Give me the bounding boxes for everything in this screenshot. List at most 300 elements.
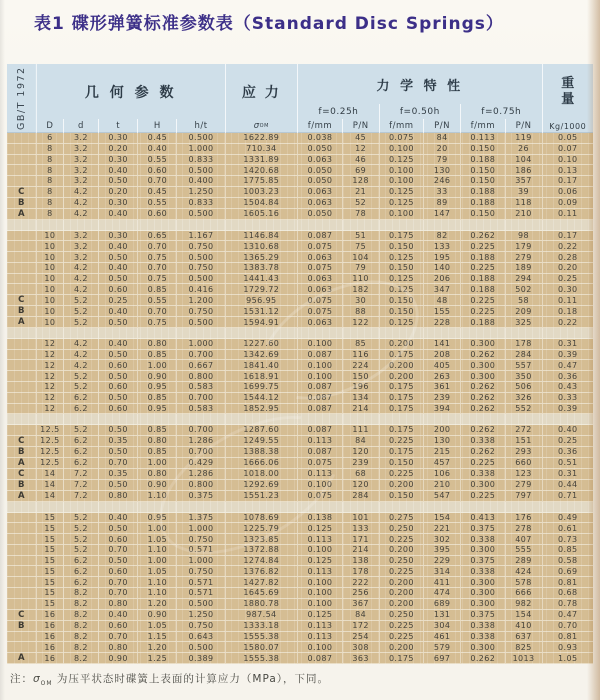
value-cell: 710.34 (226, 144, 299, 154)
value-cell: 0.100 (380, 176, 425, 186)
value-cell: 172 (343, 621, 380, 631)
value-cell: 0.25 (99, 295, 138, 305)
value-cell: 0.750 (177, 621, 225, 631)
value-cell: 133 (424, 241, 461, 251)
table-body (7, 133, 593, 664)
value-cell: 10 (37, 306, 64, 316)
value-cell: 195 (424, 252, 461, 262)
value-cell: 10 (37, 295, 64, 305)
value-cell: 0.40 (558, 425, 578, 435)
value-cell: 5.2 (64, 317, 99, 327)
table-row (7, 436, 593, 447)
value-cell: 0.338 (461, 436, 506, 446)
value-cell: 1333.18 (226, 621, 299, 631)
value-cell: 0.200 (380, 480, 425, 490)
value-cell (298, 502, 343, 512)
series-label-cell: B (7, 198, 37, 208)
value-cell: 84 (343, 436, 380, 446)
value-cell: 0.125 (298, 556, 343, 566)
value-cell: 1383.78 (226, 263, 299, 273)
footnote (10, 671, 329, 687)
value-cell (138, 328, 177, 338)
value-cell: 0.150 (461, 209, 506, 219)
table-row (7, 231, 593, 242)
value-cell: 0.200 (380, 577, 425, 587)
value-cell: 189 (506, 263, 543, 273)
value-cell: 1.00 (138, 523, 177, 533)
value-cell: 0.90 (99, 653, 138, 663)
value-cell: 1880.78 (226, 599, 299, 609)
value-cell: 1420.68 (226, 165, 299, 175)
value-cell: 1225.79 (226, 523, 299, 533)
value-cell: 256 (343, 588, 380, 598)
table-row (7, 371, 593, 382)
value-cell: 6.2 (64, 556, 99, 566)
value-cell: 1618.91 (226, 371, 299, 381)
value-cell (177, 414, 225, 424)
value-cell: 209 (506, 306, 543, 316)
value-cell: 0.100 (298, 588, 343, 598)
value-cell: 0.113 (298, 469, 343, 479)
value-cell: 178 (506, 339, 543, 349)
value-cell: 6.2 (64, 566, 99, 576)
value-cell: 1388.38 (226, 447, 299, 457)
value-cell: 88 (343, 306, 380, 316)
value-cell: 10 (37, 252, 64, 262)
value-cell: 0.75 (138, 252, 177, 262)
value-cell: 6.2 (64, 458, 99, 468)
value-cell: 15 (37, 545, 64, 555)
value-cell: 0.188 (461, 155, 506, 165)
column-header-p-n-1: P/N (343, 119, 380, 133)
value-cell: 0.100 (298, 339, 343, 349)
value-cell (461, 328, 506, 338)
value-cell: 0.400 (177, 176, 225, 186)
series-label-cell: A (7, 653, 37, 663)
value-cell: 0.800 (177, 371, 225, 381)
value-cell: 1841.40 (226, 360, 299, 370)
value-cell: 302 (424, 534, 461, 544)
series-label-cell (7, 523, 37, 533)
value-cell (424, 220, 461, 230)
series-label-cell (7, 263, 37, 273)
value-cell: 228 (424, 317, 461, 327)
value-cell: 120 (343, 480, 380, 490)
value-cell: 263 (424, 371, 461, 381)
value-cell: 0.300 (461, 371, 506, 381)
value-cell: 0.375 (177, 491, 225, 501)
value-cell: 0.075 (380, 133, 425, 143)
value-cell: 0.50 (99, 252, 138, 262)
value-cell: 3.2 (64, 155, 99, 165)
value-cell: 0.250 (380, 556, 425, 566)
value-cell: 0.70 (99, 577, 138, 587)
value-cell: 222 (343, 577, 380, 587)
value-cell: 1.20 (138, 642, 177, 652)
value-cell (226, 220, 299, 230)
value-cell: 0.063 (298, 198, 343, 208)
value-cell: 21 (343, 187, 380, 197)
value-cell: 0.60 (138, 165, 177, 175)
table-row (7, 577, 593, 588)
value-cell: 15 (37, 534, 64, 544)
value-cell: 0.225 (380, 436, 425, 446)
value-cell: 410 (506, 621, 543, 631)
table-row (7, 621, 593, 632)
value-cell: 0.81 (558, 631, 578, 641)
value-cell: 0.150 (461, 144, 506, 154)
table-row (7, 545, 593, 556)
value-cell: 6 (37, 133, 64, 143)
value-cell: 0.833 (177, 198, 225, 208)
value-cell: 0.700 (177, 447, 225, 457)
value-cell: 8 (37, 165, 64, 175)
value-cell: 547 (424, 491, 461, 501)
value-cell: 84 (424, 133, 461, 143)
value-cell: 122 (343, 317, 380, 327)
series-label-cell (7, 545, 37, 555)
value-cell: 1.375 (177, 513, 225, 523)
value-cell: 1.000 (177, 556, 225, 566)
value-cell: 0.075 (298, 458, 343, 468)
value-cell (226, 414, 299, 424)
value-cell: 424 (506, 566, 543, 576)
value-cell: 154 (424, 513, 461, 523)
table-row (7, 317, 593, 328)
value-cell: 3.2 (64, 165, 99, 175)
value-cell: 0.583 (177, 404, 225, 414)
value-cell: 0.31 (558, 469, 578, 479)
footnote-prefix: 注： (10, 673, 33, 685)
value-cell: 0.100 (298, 599, 343, 609)
value-cell: 0.125 (380, 252, 425, 262)
value-cell: 0.58 (558, 556, 578, 566)
value-cell: 0.262 (461, 447, 506, 457)
value-cell (543, 414, 594, 424)
value-cell (226, 502, 299, 512)
table-row (7, 642, 593, 653)
value-cell: 0.125 (380, 317, 425, 327)
value-cell: 10 (37, 231, 64, 241)
series-label-cell (7, 588, 37, 598)
value-cell: 637 (506, 632, 543, 642)
value-cell: 0.70 (138, 241, 177, 251)
value-cell: 79 (343, 263, 380, 273)
value-cell: 0.413 (461, 513, 506, 523)
value-cell: 1.05 (138, 534, 177, 544)
value-cell: 8 (37, 144, 64, 154)
value-cell: 1555.38 (226, 653, 299, 663)
value-cell: 118 (506, 198, 543, 208)
value-cell: 10 (37, 241, 64, 251)
value-cell: 239 (424, 393, 461, 403)
value-cell: 0.300 (461, 339, 506, 349)
value-cell: 0.55 (138, 198, 177, 208)
value-cell: 367 (343, 599, 380, 609)
value-cell: 1227.60 (226, 339, 299, 349)
value-cell: 224 (343, 360, 380, 370)
value-cell: 0.038 (298, 133, 343, 143)
value-cell: 0.30 (99, 133, 138, 143)
value-cell: 215 (424, 447, 461, 457)
value-cell: 12 (37, 382, 64, 392)
value-cell: 0.188 (461, 274, 506, 284)
value-cell: 26 (506, 144, 543, 154)
value-cell: 0.95 (138, 404, 177, 414)
value-cell: 8.2 (64, 621, 99, 631)
deflection-header-050h: f=0.50h (380, 104, 461, 119)
value-cell: 0.51 (558, 458, 578, 468)
value-cell: 5.2 (64, 306, 99, 316)
value-cell: 0.45 (138, 187, 177, 197)
value-cell (64, 502, 99, 512)
value-cell: 4.2 (64, 187, 99, 197)
series-label-cell (7, 556, 37, 566)
value-cell: 502 (506, 284, 543, 294)
value-cell: 0.262 (461, 382, 506, 392)
value-cell: 1544.12 (226, 393, 299, 403)
value-cell (543, 220, 594, 230)
value-cell: 12 (37, 339, 64, 349)
value-cell: 200 (424, 425, 461, 435)
value-cell: 411 (424, 577, 461, 587)
value-cell: 0.100 (380, 165, 425, 175)
series-label-cell (7, 414, 37, 424)
value-cell: 12 (37, 360, 64, 370)
value-cell: 1.167 (177, 231, 225, 241)
value-cell: 0.200 (380, 360, 425, 370)
value-cell: 1441.43 (226, 274, 299, 284)
value-cell: 395 (424, 545, 461, 555)
value-cell: 0.07 (558, 144, 578, 154)
value-cell: 1531.12 (226, 306, 299, 316)
table-row (7, 165, 593, 176)
table-row (7, 480, 593, 491)
series-label-cell: C (7, 610, 37, 620)
value-cell: 138 (343, 556, 380, 566)
value-cell: 0.125 (380, 187, 425, 197)
value-cell: 210 (506, 209, 543, 219)
value-cell: 0.28 (558, 252, 578, 262)
value-cell: 79 (424, 155, 461, 165)
value-cell: 140 (424, 263, 461, 273)
value-cell: 3.2 (64, 144, 99, 154)
value-cell: 150 (343, 371, 380, 381)
value-cell: 0.150 (380, 241, 425, 251)
value-cell: 0.22 (558, 317, 578, 327)
table-row (7, 566, 593, 577)
series-label-cell (7, 371, 37, 381)
value-cell (424, 502, 461, 512)
series-label-cell (7, 513, 37, 523)
value-cell: 1699.75 (226, 382, 299, 392)
value-cell: 6.2 (64, 447, 99, 457)
value-cell: 85 (343, 339, 380, 349)
value-cell: 3.2 (64, 133, 99, 143)
series-label-cell: A (7, 458, 37, 468)
standard-ref-vertical-label: GB/T 1972 (7, 64, 37, 133)
value-cell (99, 220, 138, 230)
value-cell: 1372.88 (226, 545, 299, 555)
value-cell: 660 (506, 458, 543, 468)
value-cell: 0.262 (461, 350, 506, 360)
value-cell: 1.10 (138, 588, 177, 598)
value-cell: 0.39 (558, 350, 578, 360)
value-cell: 0.225 (461, 491, 506, 501)
value-cell: 0.087 (298, 393, 343, 403)
value-cell: 0.200 (380, 642, 425, 652)
value-cell: 0.225 (380, 632, 425, 642)
value-cell: 3.2 (64, 252, 99, 262)
value-cell (506, 414, 543, 424)
series-label-cell (7, 599, 37, 609)
value-cell: 1323.85 (226, 534, 299, 544)
series-label-cell (7, 382, 37, 392)
value-cell: 0.200 (380, 371, 425, 381)
table-row (7, 513, 593, 524)
value-cell (37, 220, 64, 230)
value-cell: 0.40 (138, 144, 177, 154)
table-row (7, 187, 593, 198)
value-cell: 0.85 (138, 350, 177, 360)
value-cell (37, 502, 64, 512)
table-row (7, 523, 593, 534)
value-cell: 5.2 (64, 295, 99, 305)
value-cell: 0.175 (380, 425, 425, 435)
table-row (7, 458, 593, 469)
series-label-cell (7, 339, 37, 349)
value-cell: 1.20 (138, 599, 177, 609)
value-cell: 0.050 (298, 165, 343, 175)
value-cell: 16 (37, 621, 64, 631)
value-cell: 8.2 (64, 599, 99, 609)
series-label-cell: C (7, 187, 37, 197)
value-cell: 0.50 (99, 317, 138, 327)
series-label-cell (7, 577, 37, 587)
value-cell: 0.175 (380, 393, 425, 403)
value-cell: 0.10 (558, 154, 578, 164)
table-row (7, 263, 593, 274)
value-cell: 0.338 (461, 621, 506, 631)
value-cell: 308 (343, 642, 380, 652)
value-cell: 0.200 (380, 599, 425, 609)
value-cell: 1249.55 (226, 436, 299, 446)
value-cell: 0.250 (380, 523, 425, 533)
deflection-header-025h: f=0.25h (298, 104, 379, 119)
table-row (7, 350, 593, 361)
value-cell: 1331.89 (226, 155, 299, 165)
value-cell: 0.70 (99, 632, 138, 642)
value-cell: 0.11 (558, 295, 578, 305)
value-cell (424, 414, 461, 424)
value-cell: 0.150 (380, 491, 425, 501)
value-cell: 350 (506, 371, 543, 381)
value-cell (99, 328, 138, 338)
value-cell: 0.71 (558, 491, 578, 501)
value-cell: 8.2 (64, 610, 99, 620)
value-cell: 0.800 (177, 480, 225, 490)
series-label-cell (7, 274, 37, 284)
value-cell: 12 (343, 144, 380, 154)
value-cell: 52 (343, 198, 380, 208)
value-cell: 0.262 (461, 425, 506, 435)
value-cell: 0.100 (298, 371, 343, 381)
column-header-weight-unit: Kg/1000 (549, 121, 587, 131)
value-cell: 1427.82 (226, 577, 299, 587)
column-header-t: t (99, 119, 138, 133)
value-cell: 1287.60 (226, 425, 299, 435)
value-cell: 4.2 (64, 284, 99, 294)
column-header-h-t: h/t (177, 119, 225, 133)
value-cell: 20 (424, 144, 461, 154)
value-cell: 14 (37, 491, 64, 501)
value-cell: 8 (37, 187, 64, 197)
value-cell: 289 (506, 556, 543, 566)
value-cell: 0.113 (298, 534, 343, 544)
value-cell: 0.050 (298, 176, 343, 186)
value-cell: 4.2 (64, 263, 99, 273)
value-cell: 239 (343, 458, 380, 468)
value-cell: 0.750 (177, 566, 225, 576)
value-cell: 116 (343, 350, 380, 360)
value-cell: 16 (37, 642, 64, 652)
series-label-cell: B (7, 480, 37, 490)
value-cell: 210 (424, 480, 461, 490)
footnote-sigma-symbol: σ (33, 673, 41, 685)
value-cell: 1365.29 (226, 252, 299, 262)
value-cell: 0.075 (298, 295, 343, 305)
value-cell (99, 414, 138, 424)
value-cell: 1622.89 (226, 133, 299, 143)
value-cell: 154 (506, 610, 543, 620)
page-title: 表1 碟形弹簧标准参数表（Standard Disc Springs） (34, 14, 504, 34)
value-cell: 0.188 (461, 317, 506, 327)
value-cell: 1.00 (138, 556, 177, 566)
value-cell: 1645.69 (226, 588, 299, 598)
table-row (7, 274, 593, 285)
value-cell: 0.50 (99, 371, 138, 381)
value-cell: 1274.84 (226, 556, 299, 566)
value-cell: 0.300 (461, 480, 506, 490)
value-cell: 0.583 (177, 382, 225, 392)
value-cell: 0.200 (380, 545, 425, 555)
series-label-cell (7, 425, 37, 435)
value-cell: 5.2 (64, 425, 99, 435)
value-cell: 0.60 (99, 382, 138, 392)
value-cell (461, 502, 506, 512)
value-cell: 0.40 (99, 610, 138, 620)
table-row (7, 404, 593, 415)
value-cell: 0.30 (99, 231, 138, 241)
value-cell: 1013 (506, 653, 543, 663)
group-separator-row (7, 220, 593, 231)
value-cell: 0.90 (138, 610, 177, 620)
value-cell: 0.100 (380, 209, 425, 219)
series-label-cell (7, 284, 37, 294)
value-cell: 155 (424, 306, 461, 316)
value-cell: 0.100 (298, 360, 343, 370)
value-cell: 8 (37, 209, 64, 219)
value-cell: 0.300 (461, 360, 506, 370)
value-cell: 12 (37, 350, 64, 360)
value-cell: 1852.95 (226, 404, 299, 414)
value-cell: 0.063 (298, 274, 343, 284)
value-cell: 0.416 (177, 284, 225, 294)
value-cell: 0.700 (177, 350, 225, 360)
value-cell: 0.20 (99, 187, 138, 197)
value-cell: 14 (37, 469, 64, 479)
value-cell: 0.55 (138, 295, 177, 305)
